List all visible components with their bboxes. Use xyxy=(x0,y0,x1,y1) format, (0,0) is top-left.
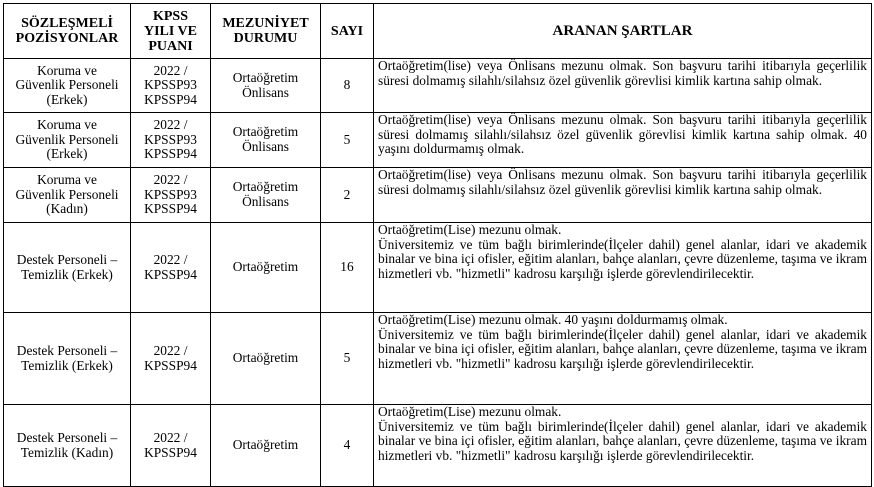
count-cell: 5 xyxy=(321,313,374,405)
requirements-paragraph: Ortaöğretim(lise) veya Önlisans mezunu olmak. Son başvuru tarihi itibarıyla geçerlilik süresi dolmamış silahlı/silahsız özel güvenlik görevlisi kimlik kartına sahip olmak. 40 yaşını doldurmamış olmak. xyxy=(378,112,867,157)
table-row xyxy=(4,223,872,313)
kpss-line: KPSSP93 xyxy=(144,77,197,93)
count-cell: 2 xyxy=(321,168,374,223)
table-row xyxy=(4,313,872,405)
graduation-cell xyxy=(211,59,321,113)
requirements-paragraph: Üniversitemiz ve tüm bağlı birimlerinde(İlçeler dahil) genel alanlar, idari ve akademik binalar ve bina içi ofisler, eğitim alanları, bahçe alanları, çevre düzenleme, taşıma ve ikram hizmetleri vb. "hizmetli" kadrosu karşılığı işlerde görevlendirilecektir. xyxy=(378,418,867,463)
position-line: (Erkek) xyxy=(46,91,88,107)
header-kpss-line: KPSS xyxy=(152,8,188,24)
header-graduation xyxy=(211,4,321,59)
kpss-cell xyxy=(131,113,211,168)
graduation-cell xyxy=(211,113,321,168)
kpss-line: KPSSP94 xyxy=(144,266,197,282)
position-line: Koruma ve xyxy=(37,62,97,78)
position-line: Destek Personeli – xyxy=(16,342,118,358)
kpss-line: KPSSP94 xyxy=(144,201,197,217)
requirements-cell xyxy=(374,223,872,313)
position-line: Güvenlik Personeli xyxy=(15,186,119,202)
header-row xyxy=(4,4,872,59)
requirements-paragraph: Üniversitemiz ve tüm bağlı birimlerinde(İlçeler dahil) genel alanlar, idari ve akademik binalar ve bina içi ofisler, eğitim alanları, bahçe alanları, çevre düzenleme, taşıma ve ikram hizmetleri vb. "hizmetli" kadrosu karşılığı işlerde görevlendirilecektir. xyxy=(378,326,867,371)
kpss-line: KPSSP93 xyxy=(144,186,197,202)
graduation-line: Ortaöğretim xyxy=(232,437,299,453)
requirements-cell xyxy=(374,59,872,113)
graduation-line: Ortaöğretim xyxy=(232,259,299,275)
kpss-cell xyxy=(131,223,211,313)
requirements-cell xyxy=(374,168,872,223)
graduation-line: Ortaöğretim xyxy=(232,179,299,195)
table-row xyxy=(4,59,872,113)
requirements-cell xyxy=(374,113,872,168)
requirements-paragraph: Ortaöğretim(Lise) mezunu olmak. 40 yaşını doldurmamış olmak. xyxy=(378,312,728,327)
kpss-line: KPSSP93 xyxy=(144,131,197,147)
position-cell xyxy=(4,313,131,405)
requirements-paragraph: Ortaöğretim(lise) veya Önlisans mezunu olmak. Son başvuru tarihi itibarıyla geçerlilik süresi dolmamış silahlı/silahsız özel güvenlik görevlisi kimlik kartına sahip olmak. xyxy=(378,167,867,197)
table-row xyxy=(4,113,872,168)
graduation-cell xyxy=(211,405,321,487)
graduation-cell xyxy=(211,313,321,405)
kpss-line: KPSSP94 xyxy=(144,357,197,373)
position-line: Temizlik (Kadın) xyxy=(20,444,114,460)
position-cell xyxy=(4,113,131,168)
kpss-line: KPSSP94 xyxy=(144,146,197,162)
position-line: Güvenlik Personeli xyxy=(15,77,119,93)
position-line: (Kadın) xyxy=(46,201,88,217)
kpss-cell xyxy=(131,59,211,113)
requirements-cell xyxy=(374,313,872,405)
header-position-line: SÖZLEŞMELİ xyxy=(21,16,113,31)
graduation-line: Ortaöğretim xyxy=(232,124,299,140)
kpss-line: 2022 / xyxy=(153,172,188,188)
header-graduation-line: MEZUNİYET xyxy=(222,16,309,31)
graduation-line: Önlisans xyxy=(242,194,289,209)
position-line: Destek Personeli – xyxy=(16,251,118,267)
position-line: Destek Personeli – xyxy=(16,429,118,445)
kpss-line: 2022 / xyxy=(153,117,188,133)
graduation-line: Ortaöğretim xyxy=(232,69,299,85)
position-cell xyxy=(4,168,131,223)
header-kpss-line: PUANI xyxy=(148,38,193,54)
header-requirements: ARANAN ŞARTLAR xyxy=(374,4,872,59)
header-position xyxy=(4,4,131,59)
kpss-line: 2022 / xyxy=(153,342,188,358)
requirements-paragraph: Ortaöğretim(lise) veya Önlisans mezunu olmak. Son başvuru tarihi itibarıyla geçerlilik süresi dolmamış silahlı/silahsız özel güvenlik görevlisi kimlik kartına sahip olmak. xyxy=(378,58,867,88)
kpss-line: 2022 / xyxy=(153,251,188,267)
position-line: Güvenlik Personeli xyxy=(15,131,119,147)
count-cell: 4 xyxy=(321,405,374,487)
position-line: Temizlik (Erkek) xyxy=(21,266,113,282)
position-line: Koruma ve xyxy=(37,172,97,188)
graduation-line: Ortaöğretim xyxy=(232,350,299,366)
kpss-cell xyxy=(131,168,211,223)
count-cell: 8 xyxy=(321,59,374,113)
graduation-cell xyxy=(211,223,321,313)
table-row xyxy=(4,405,872,487)
requirements-cell xyxy=(374,405,872,487)
graduation-cell xyxy=(211,168,321,223)
count-cell: 5 xyxy=(321,113,374,168)
position-cell xyxy=(4,59,131,113)
position-line: (Erkek) xyxy=(46,146,88,162)
header-kpss xyxy=(131,4,211,59)
requirements-paragraph: Ortaöğretim(Lise) mezunu olmak. xyxy=(378,404,562,419)
table-row xyxy=(4,168,872,223)
kpss-line: 2022 / xyxy=(153,429,188,445)
kpss-cell xyxy=(131,313,211,405)
requirements-paragraph: Üniversitemiz ve tüm bağlı birimlerinde(İlçeler dahil) genel alanlar, idari ve akademik binalar ve bina içi ofisler, eğitim alanları, bahçe alanları, çevre düzenleme, taşıma ve ikram hizmetleri vb. "hizmetli" kadrosu karşılığı işlerde görevlendirilecektir. xyxy=(378,236,867,281)
kpss-line: KPSSP94 xyxy=(144,444,197,460)
header-count: SAYI xyxy=(321,4,374,59)
header-kpss-line: YILI VE xyxy=(143,23,198,39)
requirements-paragraph: Ortaöğretim(Lise) mezunu olmak. xyxy=(378,222,562,237)
positions-table xyxy=(3,3,872,487)
position-cell xyxy=(4,405,131,487)
kpss-line: 2022 / xyxy=(153,62,188,78)
kpss-line: KPSSP94 xyxy=(144,91,197,107)
position-line: Temizlik (Erkek) xyxy=(21,357,113,373)
count-cell: 16 xyxy=(321,223,374,313)
graduation-line: Önlisans xyxy=(242,139,289,154)
position-line: Koruma ve xyxy=(37,117,97,133)
header-graduation-line: DURUMU xyxy=(233,31,298,46)
kpss-cell xyxy=(131,405,211,487)
header-position-line: POZİSYONLAR xyxy=(15,31,119,46)
position-cell xyxy=(4,223,131,313)
graduation-line: Önlisans xyxy=(242,84,289,100)
